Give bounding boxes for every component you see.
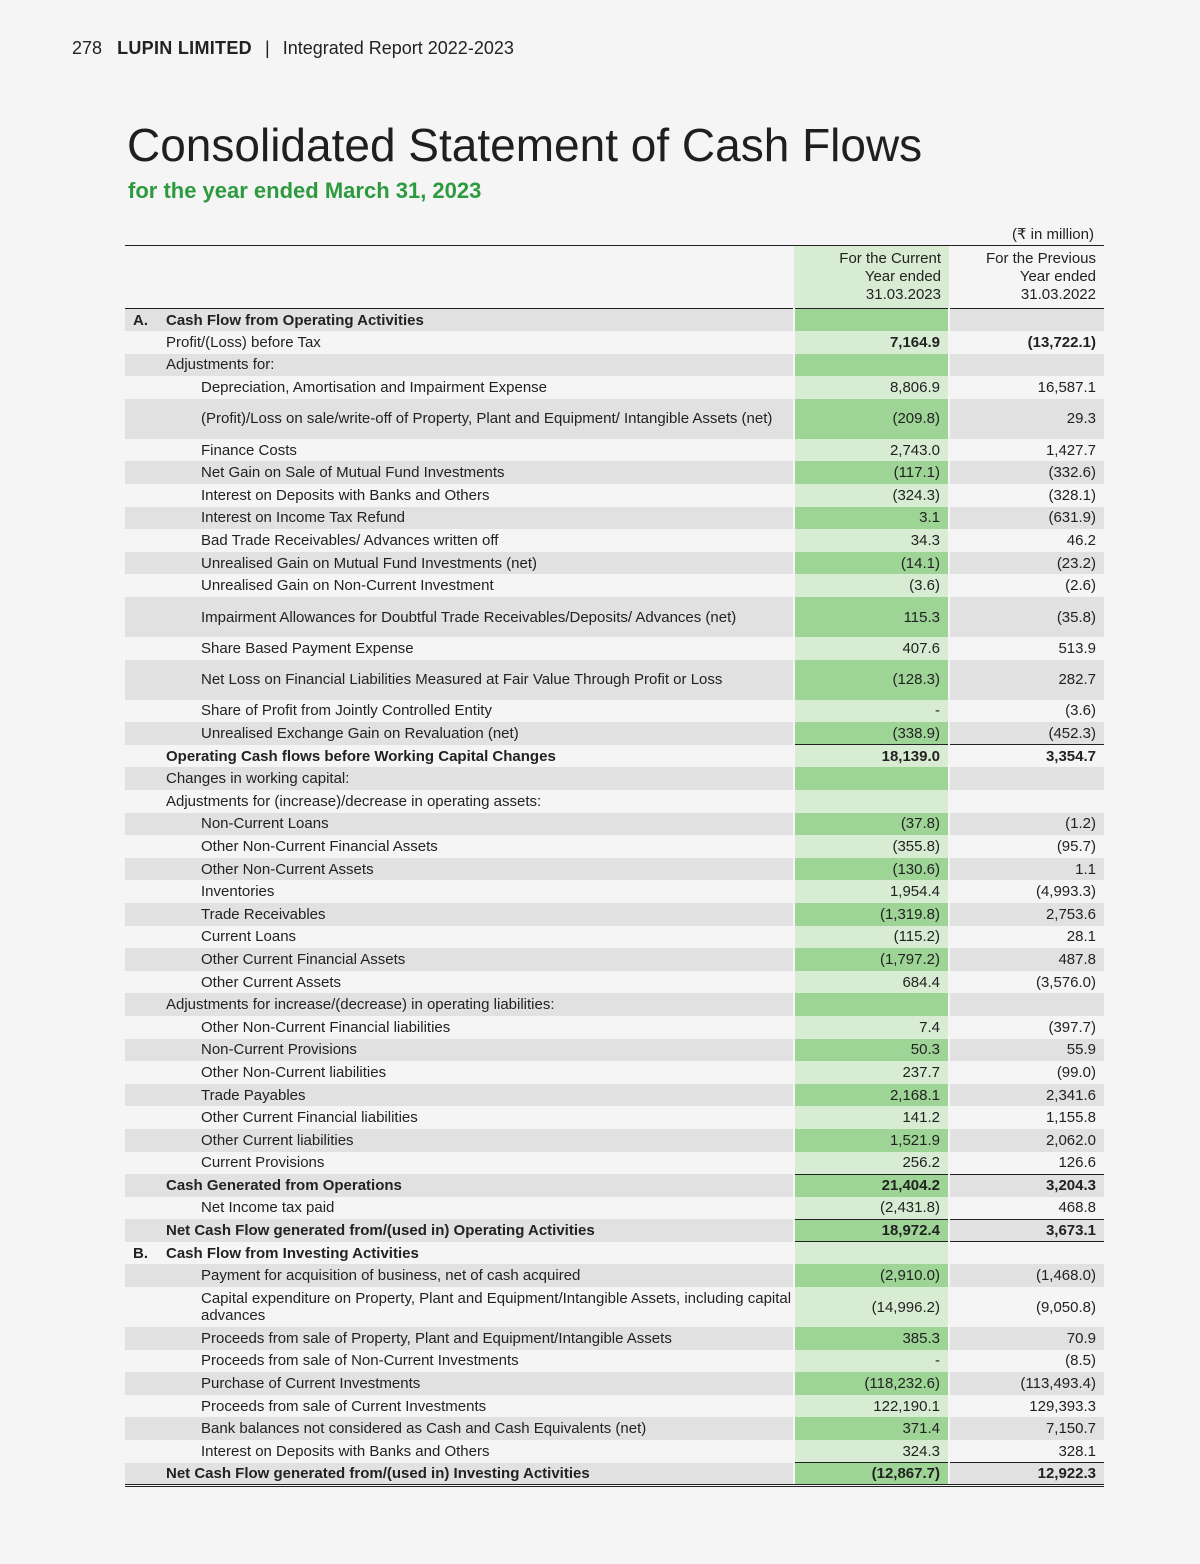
row-label [125,1197,794,1220]
table-row [125,597,1104,637]
table-row [125,309,1104,332]
previous-year-value [949,309,1104,332]
row-label [125,461,794,484]
row-label [125,484,794,507]
row-label-text: Other Current liabilities [201,1131,354,1149]
previous-year-value: 1.1 [949,858,1104,881]
current-year-value: 115.3 [794,597,949,637]
previous-year-value: 29.3 [949,399,1104,439]
current-year-value: 2,168.1 [794,1084,949,1107]
row-label [125,1061,794,1084]
previous-year-value: (397.7) [1048,1018,1096,1036]
page-title: Consolidated Statement of Cash Flows [127,119,923,171]
table-row [125,790,1104,813]
row-label [125,722,794,745]
section-marker: B. [133,1244,148,1262]
row-label [125,309,794,332]
table-row [125,637,1104,660]
row-label-text: Adjustments for (increase)/decrease in operating assets: [166,792,542,810]
table-row [125,1016,1104,1039]
table-row [125,1152,1104,1175]
table-row [125,1106,1104,1129]
row-label-text: Payment for acquisition of business, net of cash acquired [201,1267,581,1285]
header-separator: | [264,38,270,58]
table-row [125,1264,1104,1287]
row-label [125,331,794,354]
current-year-value: (128.3) [794,660,949,700]
table-row [125,1417,1104,1440]
row-label-text: Current Loans [201,928,297,946]
previous-year-value: 7,150.7 [949,1417,1104,1440]
row-label [125,858,794,881]
row-label-text: Net Loss on Financial Liabilities Measured at Fair Value Through Profit or Loss [201,671,723,689]
previous-year-value: 3,204.3 [949,1174,1104,1197]
table-row [125,439,1104,462]
row-label [125,1372,794,1395]
table-row [125,484,1104,507]
current-year-value: (209.8) [794,399,949,439]
previous-year-value: 46.2 [1066,532,1096,550]
current-year-value: 324.3 [794,1440,949,1463]
previous-year-value: (1,468.0) [949,1264,1104,1287]
previous-year-value: 3,354.7 [949,745,1104,768]
current-year-value: 2,743.0 [794,439,949,462]
row-label [125,637,794,660]
current-year-value: 122,190.1 [794,1395,949,1418]
row-label-text: Non-Current Provisions [201,1041,357,1059]
current-year-value [794,767,949,790]
current-year-value: (355.8) [794,835,949,858]
current-year-value: (3.6) [794,574,949,597]
previous-year-value: (332.6) [949,461,1104,484]
table-row [125,376,1104,399]
previous-year-value [949,790,1104,813]
previous-year-value: (113,493.4) [949,1372,1104,1395]
current-year-value: 18,139.0 [794,745,949,768]
row-label-text: Trade Payables [201,1086,306,1104]
current-year-value: 385.3 [794,1327,949,1350]
table-row [125,993,1104,1016]
row-label-text: Finance Costs [201,441,297,459]
table-row [125,552,1104,575]
table-row [125,399,1104,439]
previous-year-value: 1,155.8 [1045,1109,1096,1127]
page-number: 278 [72,38,103,58]
table-row [125,880,1104,903]
row-label [125,1219,794,1242]
previous-year-value: 2,062.0 [949,1129,1104,1152]
page-subtitle: for the year ended March 31, 2023 [128,178,482,203]
row-label [125,1084,794,1107]
row-label [125,1264,794,1287]
table-row [125,660,1104,700]
previous-year-value: 487.8 [949,948,1104,971]
row-label [125,1174,794,1197]
table-row [125,1197,1104,1220]
current-year-value: - [794,1350,949,1373]
row-label [125,552,794,575]
row-label [125,926,794,949]
table-header-row [125,246,1104,309]
current-header-line: Year ended [864,268,941,285]
current-year-value: 18,972.4 [794,1219,949,1242]
previous-year-value: 2,753.6 [949,903,1104,926]
row-label-text: Net Gain on Sale of Mutual Fund Investments [201,464,505,482]
current-year-value: (37.8) [794,813,949,836]
row-label-text: Other Current Financial liabilities [201,1109,418,1127]
row-label [125,1440,794,1463]
table-row [125,745,1104,768]
row-label-text: Other Current Financial Assets [201,950,406,968]
row-label [125,597,794,637]
current-year-value: 21,404.2 [794,1174,949,1197]
current-year-value: (324.3) [794,484,949,507]
row-label [125,1016,794,1039]
row-label-text: Other Non-Current Financial Assets [201,837,438,855]
row-label-text: Other Non-Current liabilities [201,1063,387,1081]
row-label [125,1287,794,1327]
current-year-value: 7,164.9 [794,331,949,354]
current-year-value: 8,806.9 [794,376,949,399]
table-row [125,767,1104,790]
previous-year-value: (2.6) [1065,577,1096,595]
row-label [125,835,794,858]
row-label-text: Proceeds from sale of Current Investments [201,1397,487,1415]
previous-year-value: 282.7 [949,660,1104,700]
current-year-value: 1,954.4 [794,880,949,903]
row-label-text: Net Income tax paid [201,1199,335,1217]
row-label-text: Impairment Allowances for Doubtful Trade Receivables/Deposits/ Advances (net) [201,608,737,626]
table-row [125,1174,1104,1197]
previous-year-value: (99.0) [1056,1063,1096,1081]
row-label-text: Unrealised Gain on Mutual Fund Investments (net) [201,554,537,572]
row-label [125,354,794,377]
row-label-text: Cash Generated from Operations [166,1176,402,1194]
row-label-text: Interest on Deposits with Banks and Others [201,1442,490,1460]
row-label [125,439,794,462]
previous-year-value: (3,576.0) [1035,973,1096,991]
row-label-text: Net Cash Flow generated from/(used in) Investing Activities [166,1464,590,1482]
row-label-text: Interest on Income Tax Refund [201,509,406,527]
row-label [125,993,794,1016]
table-row [125,354,1104,377]
previous-year-value [949,993,1104,1016]
current-year-value: (1,797.2) [794,948,949,971]
report-name: Integrated Report 2022-2023 [282,38,514,58]
current-year-value: 407.6 [794,637,949,660]
previous-header-line: Year ended [1019,268,1096,285]
unit-note: (₹ in million) [1011,226,1094,243]
row-label-text: Unrealised Exchange Gain on Revaluation (net) [201,725,519,743]
previous-year-value: (452.3) [949,722,1104,745]
table-row [125,1350,1104,1373]
row-label [125,745,794,768]
row-label-text: Depreciation, Amortisation and Impairment Expense [201,379,548,397]
row-label-text: Non-Current Loans [201,815,329,833]
current-year-header [794,246,949,309]
row-label [125,1395,794,1418]
row-label-text: Proceeds from sale of Non-Current Investments [201,1352,519,1370]
table-row [125,574,1104,597]
previous-year-value: 129,393.3 [1029,1397,1096,1415]
row-label [125,399,794,439]
previous-year-value: (8.5) [1065,1352,1096,1370]
previous-header-line: For the Previous [985,250,1096,267]
current-year-value: 50.3 [794,1039,949,1062]
current-year-value: 34.3 [794,529,949,552]
row-label [125,507,794,530]
previous-year-value: 1,427.7 [1045,441,1096,459]
row-label [125,767,794,790]
current-year-value: (14.1) [794,552,949,575]
table-row [125,835,1104,858]
row-label-text: Capital expenditure on Property, Plant and Equipment/Intangible Assets, including capital advances [201,1290,792,1325]
cash-flow-table [125,245,1104,1487]
row-label [125,790,794,813]
current-year-value: 256.2 [794,1152,949,1175]
previous-year-value: (4,993.3) [1035,883,1096,901]
previous-year-value [949,354,1104,377]
table-row [125,971,1104,994]
company-name: LUPIN LIMITED [117,38,252,58]
previous-year-value: (13,722.1) [1027,333,1096,351]
table-row [125,529,1104,552]
table-row [125,858,1104,881]
previous-year-value: 28.1 [1066,928,1096,946]
row-label [125,1350,794,1373]
current-year-value: (118,232.6) [794,1372,949,1395]
current-year-value [794,354,949,377]
row-label-text: (Profit)/Loss on sale/write-off of Property, Plant and Equipment/ Intangible Assets (net) [201,410,773,428]
label-column-header [125,246,794,309]
previous-year-value: 16,587.1 [1037,379,1096,397]
previous-year-value: 55.9 [949,1039,1104,1062]
row-label-text: Unrealised Gain on Non-Current Investment [201,577,494,595]
row-label-text: Other Current Assets [201,973,342,991]
table-row [125,1129,1104,1152]
row-label [125,813,794,836]
current-year-value: 684.4 [794,971,949,994]
previous-header-line: 31.03.2022 [1020,286,1096,303]
table-row [125,1372,1104,1395]
table-row [125,1242,1104,1265]
current-year-value: - [794,700,949,723]
row-label-text: Proceeds from sale of Property, Plant and Equipment/Intangible Assets [201,1329,672,1347]
row-label-text: Share Based Payment Expense [201,639,414,657]
row-label [125,1129,794,1152]
table-row [125,1395,1104,1418]
row-label [125,529,794,552]
table-row [125,903,1104,926]
row-label [125,880,794,903]
row-label [125,903,794,926]
table-row [125,722,1104,745]
table-row [125,1463,1104,1486]
current-year-value [794,790,949,813]
row-label [125,1463,794,1486]
current-year-value: (1,319.8) [794,903,949,926]
previous-year-value: 3,673.1 [949,1219,1104,1242]
row-label [125,1327,794,1350]
row-label-text: Cash Flow from Operating Activities [166,311,424,329]
row-label [125,700,794,723]
current-year-value: 7.4 [794,1016,949,1039]
current-year-value: (130.6) [794,858,949,881]
current-header-line: For the Current [839,250,941,267]
row-label-text: Bad Trade Receivables/ Advances written off [201,532,499,550]
current-year-value: (2,431.8) [794,1197,949,1220]
previous-year-value: 513.9 [1058,639,1096,657]
table-row [125,948,1104,971]
current-header-line: 31.03.2023 [865,286,941,303]
current-year-value: (14,996.2) [794,1287,949,1327]
current-year-value: 3.1 [794,507,949,530]
previous-year-value: (1.2) [949,813,1104,836]
section-marker: A. [133,311,148,329]
row-label [125,1039,794,1062]
row-label-text: Inventories [201,883,275,901]
row-label [125,376,794,399]
previous-year-value [949,767,1104,790]
previous-year-header [949,246,1104,309]
row-label-text: Bank balances not considered as Cash and Cash Equivalents (net) [201,1420,647,1438]
previous-year-value: (95.7) [1056,837,1096,855]
previous-year-value: (631.9) [949,507,1104,530]
table-row [125,700,1104,723]
row-label-text: Changes in working capital: [166,770,350,788]
row-label [125,1152,794,1175]
row-label-text: Operating Cash flows before Working Capital Changes [166,747,556,765]
table-row [125,1084,1104,1107]
table-row [125,926,1104,949]
table-row [125,1061,1104,1084]
row-label-text: Profit/(Loss) before Tax [166,333,321,351]
previous-year-value: 2,341.6 [949,1084,1104,1107]
current-year-value [794,993,949,1016]
previous-year-value: (3.6) [1065,702,1096,720]
table-row [125,1440,1104,1463]
previous-year-value: (35.8) [949,597,1104,637]
page-header [72,38,514,59]
table-row [125,813,1104,836]
current-year-value: 141.2 [794,1106,949,1129]
current-year-value: (115.2) [794,926,949,949]
row-label-text: Trade Receivables [201,905,326,923]
row-label [125,1417,794,1440]
table-row [125,461,1104,484]
current-year-value: 371.4 [794,1417,949,1440]
row-label-text: Net Cash Flow generated from/(used in) Operating Activities [166,1222,595,1240]
row-label-text: Share of Profit from Jointly Controlled Entity [201,702,492,720]
table-row [125,507,1104,530]
row-label-text: Adjustments for increase/(decrease) in operating liabilities: [166,996,555,1014]
table-row [125,331,1104,354]
row-label [125,660,794,700]
row-label-text: Other Non-Current Financial liabilities [201,1018,451,1036]
previous-year-value: (23.2) [949,552,1104,575]
row-label [125,971,794,994]
table-row [125,1219,1104,1242]
row-label [125,1242,794,1265]
current-year-value: (2,910.0) [794,1264,949,1287]
row-label-text: Adjustments for: [166,356,275,374]
current-year-value: (12,867.7) [794,1463,949,1486]
row-label-text: Current Provisions [201,1154,325,1172]
previous-year-value: 12,922.3 [949,1463,1104,1486]
previous-year-value: (328.1) [1048,486,1096,504]
previous-year-value: 468.8 [1058,1199,1096,1217]
row-label [125,948,794,971]
table-row [125,1287,1104,1327]
previous-year-value: 70.9 [949,1327,1104,1350]
current-year-value: 237.7 [794,1061,949,1084]
row-label-text: Cash Flow from Investing Activities [166,1244,419,1262]
current-year-value [794,309,949,332]
current-year-value [794,1242,949,1265]
current-year-value: (338.9) [794,722,949,745]
row-label-text: Interest on Deposits with Banks and Others [201,486,490,504]
row-label [125,574,794,597]
row-label-text: Other Non-Current Assets [201,860,374,878]
current-year-value: 1,521.9 [794,1129,949,1152]
previous-year-value: 126.6 [1058,1154,1096,1172]
previous-year-value: (9,050.8) [1035,1298,1096,1316]
table-row [125,1327,1104,1350]
current-year-value: (117.1) [794,461,949,484]
row-label [125,1106,794,1129]
previous-year-value: 328.1 [1058,1442,1096,1460]
row-label-text: Purchase of Current Investments [201,1375,421,1393]
previous-year-value [949,1242,1104,1265]
table-row [125,1039,1104,1062]
